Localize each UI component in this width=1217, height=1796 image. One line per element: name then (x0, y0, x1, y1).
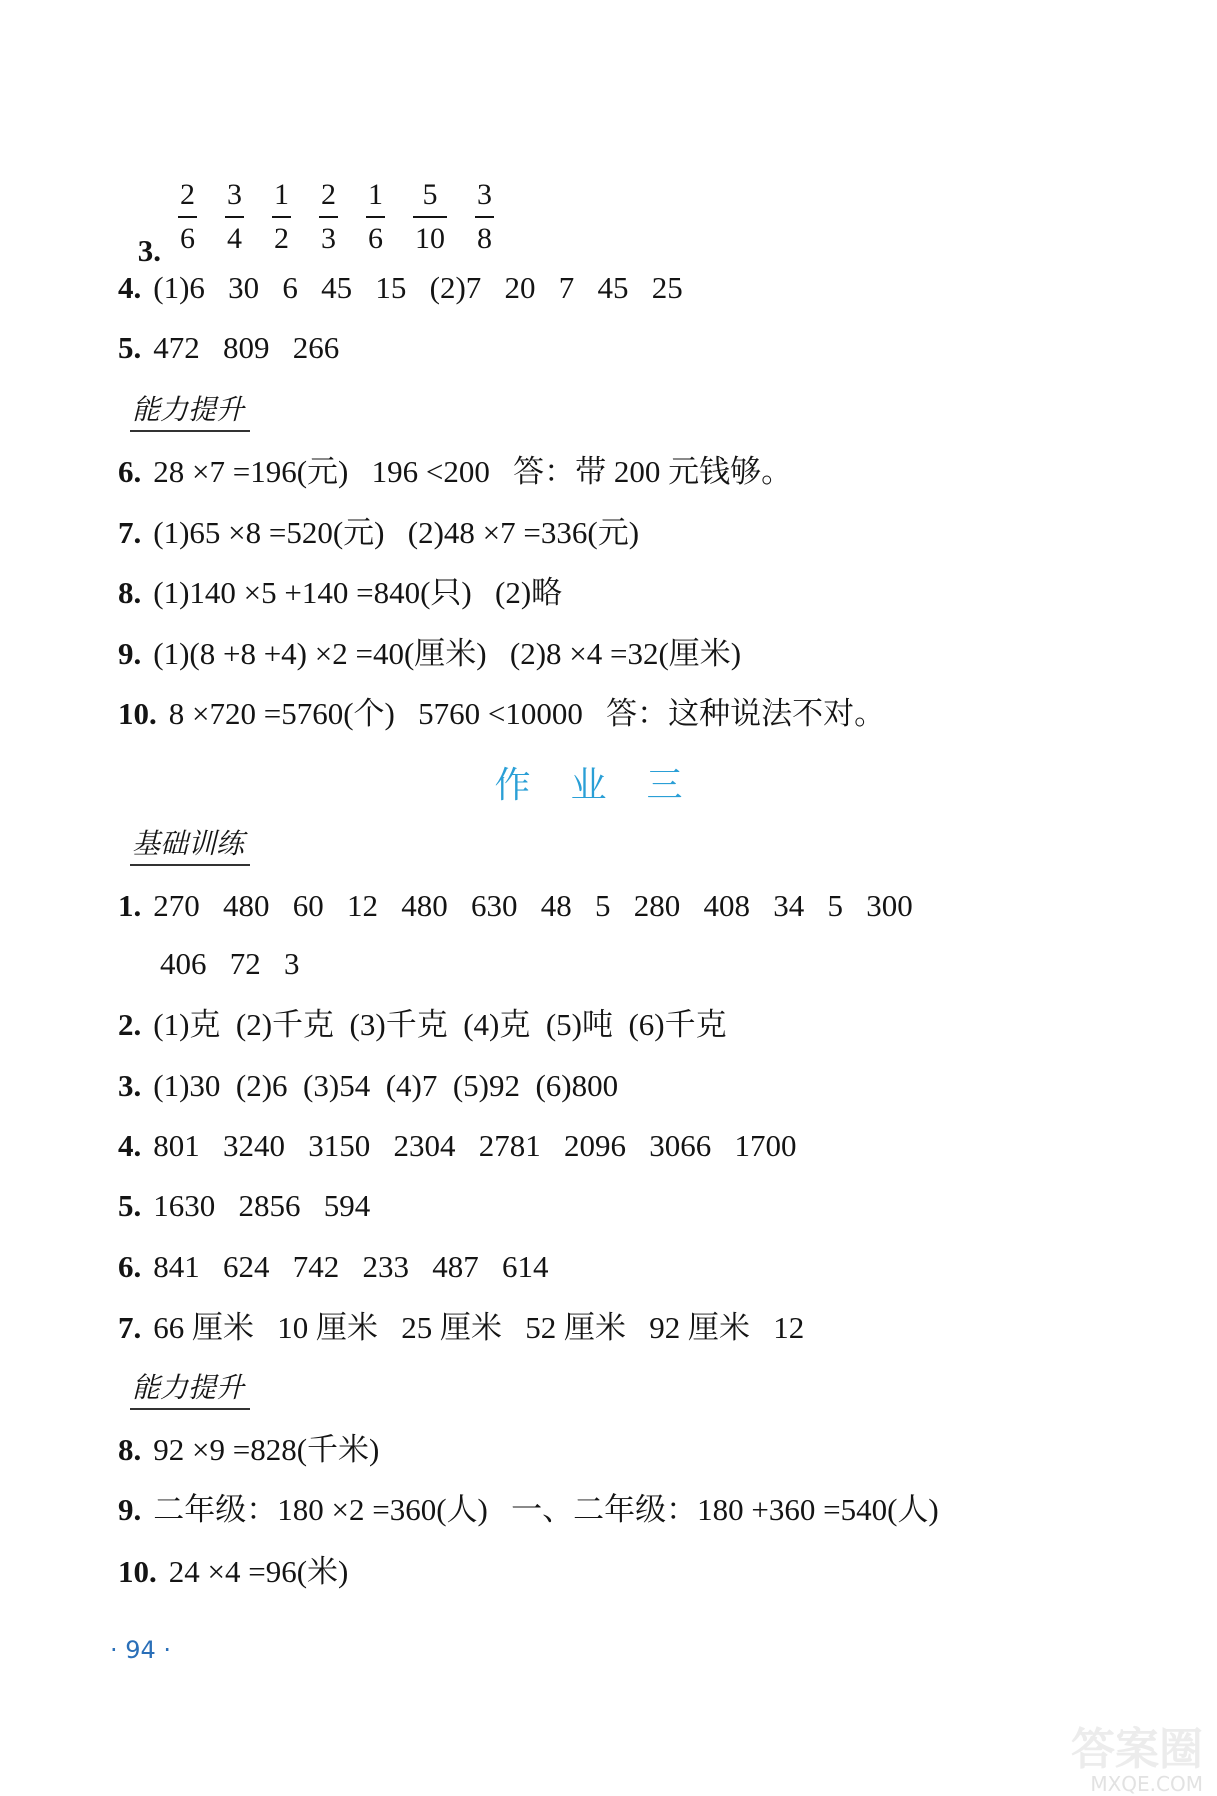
item-number: 8. (118, 575, 142, 610)
item-6 (118, 452, 792, 492)
item-number: 3. (118, 1068, 142, 1103)
p3-item-10 (118, 1552, 348, 1592)
watermark-text: 答案圈 (1071, 1724, 1203, 1775)
numerator: 1 (368, 178, 383, 211)
item-text: 270 480 60 12 480 630 48 5 280 408 34 5 300 (153, 888, 913, 923)
numerator: 1 (274, 178, 289, 211)
item-text: (1)65 ×8 =520(元) (2)48 ×7 =336(元) (153, 515, 640, 550)
item-7 (118, 513, 639, 553)
item-text: 24 ×4 =96(米) (168, 1554, 349, 1589)
p3-item-1-cont (160, 944, 300, 984)
item-number: 10. (118, 1554, 157, 1589)
item-10 (118, 694, 885, 734)
denominator: 2 (272, 216, 291, 258)
denominator: 10 (413, 216, 447, 258)
numerator: 3 (227, 178, 242, 211)
item-text: 8 ×720 =5760(个) 5760 <10000 答：这种说法不对。 (168, 696, 886, 731)
watermark-url: MXQE.COM (1090, 1772, 1203, 1796)
item-number: 6. (118, 1249, 142, 1284)
fraction-list (178, 172, 494, 262)
p3-item-4 (118, 1126, 797, 1166)
item-number: 1. (118, 888, 142, 923)
p3-item-8 (118, 1430, 379, 1470)
item-number: 9. (118, 636, 142, 671)
item-text: 92 ×9 =828(千米) (153, 1432, 380, 1467)
item-number: 5. (118, 330, 142, 365)
fraction (225, 176, 244, 258)
p3-item-1 (118, 886, 913, 926)
denominator: 4 (225, 216, 244, 258)
numerator: 3 (477, 178, 492, 211)
item-text: 801 3240 3150 2304 2781 2096 3066 1700 (153, 1128, 797, 1163)
denominator: 3 (319, 216, 338, 258)
item-number: 6. (118, 454, 142, 489)
item-text: 1630 2856 594 (153, 1188, 371, 1223)
fraction (178, 176, 197, 258)
denominator: 8 (475, 216, 494, 258)
item-text: (1)30 (2)6 (3)54 (4)7 (5)92 (6)800 (153, 1068, 619, 1103)
watermark-logo (983, 1724, 1203, 1796)
item-3 (118, 191, 173, 271)
denominator: 6 (366, 216, 385, 258)
numerator: 2 (180, 178, 195, 211)
denominator: 6 (178, 216, 197, 258)
item-number: 2. (118, 1007, 142, 1042)
fraction (366, 176, 385, 258)
fraction (413, 176, 447, 258)
item-number: 3. (137, 233, 161, 268)
item-text: 841 624 742 233 487 614 (153, 1249, 549, 1284)
p3-item-6 (118, 1247, 549, 1287)
item-text: 66 厘米 10 厘米 25 厘米 52 厘米 92 厘米 12 (153, 1310, 805, 1345)
section-heading-nengli: 能力提升 (130, 392, 250, 432)
numerator: 5 (422, 178, 438, 211)
item-number: 4. (118, 1128, 142, 1163)
item-number: 4. (118, 270, 142, 305)
item-number: 5. (118, 1188, 142, 1223)
item-8 (118, 573, 562, 613)
item-text: 406 72 3 (160, 946, 300, 981)
homework-title: 作业三 (494, 765, 723, 806)
section-heading-nengli-2: 能力提升 (130, 1370, 250, 1410)
p3-item-3 (118, 1066, 618, 1106)
p3-item-5 (118, 1186, 370, 1226)
fraction (475, 176, 494, 258)
numerator: 2 (321, 178, 336, 211)
item-text: 二年级：180 ×2 =360(人) 一、二年级：180 +360 =540(人) (153, 1492, 939, 1527)
item-text: (1)克 (2)千克 (3)千克 (4)克 (5)吨 (6)千克 (153, 1007, 727, 1042)
item-text: (1)140 ×5 +140 =840(只) (2)略 (153, 575, 563, 610)
section-heading-jichu: 基础训练 (130, 826, 250, 866)
item-text: 28 ×7 =196(元) 196 <200 答：带 200 元钱够。 (153, 454, 793, 489)
p3-item-9 (118, 1490, 939, 1530)
item-4 (118, 268, 683, 308)
item-number: 8. (118, 1432, 142, 1467)
p3-item-7 (118, 1308, 804, 1348)
item-number: 9. (118, 1492, 142, 1527)
item-9 (118, 634, 741, 674)
item-text: (1)6 30 6 45 15 (2)7 20 7 45 25 (153, 270, 683, 305)
item-number: 7. (118, 1310, 142, 1345)
fraction (319, 176, 338, 258)
fraction (272, 176, 291, 258)
item-number: 10. (118, 696, 157, 731)
p3-item-2 (118, 1005, 727, 1045)
item-text: (1)(8 +8 +4) ×2 =40(厘米) (2)8 ×4 =32(厘米) (153, 636, 742, 671)
page-number: · 94 · (110, 1636, 172, 1664)
item-number: 7. (118, 515, 142, 550)
item-text: 472 809 266 (153, 330, 340, 365)
item-5 (118, 328, 339, 368)
